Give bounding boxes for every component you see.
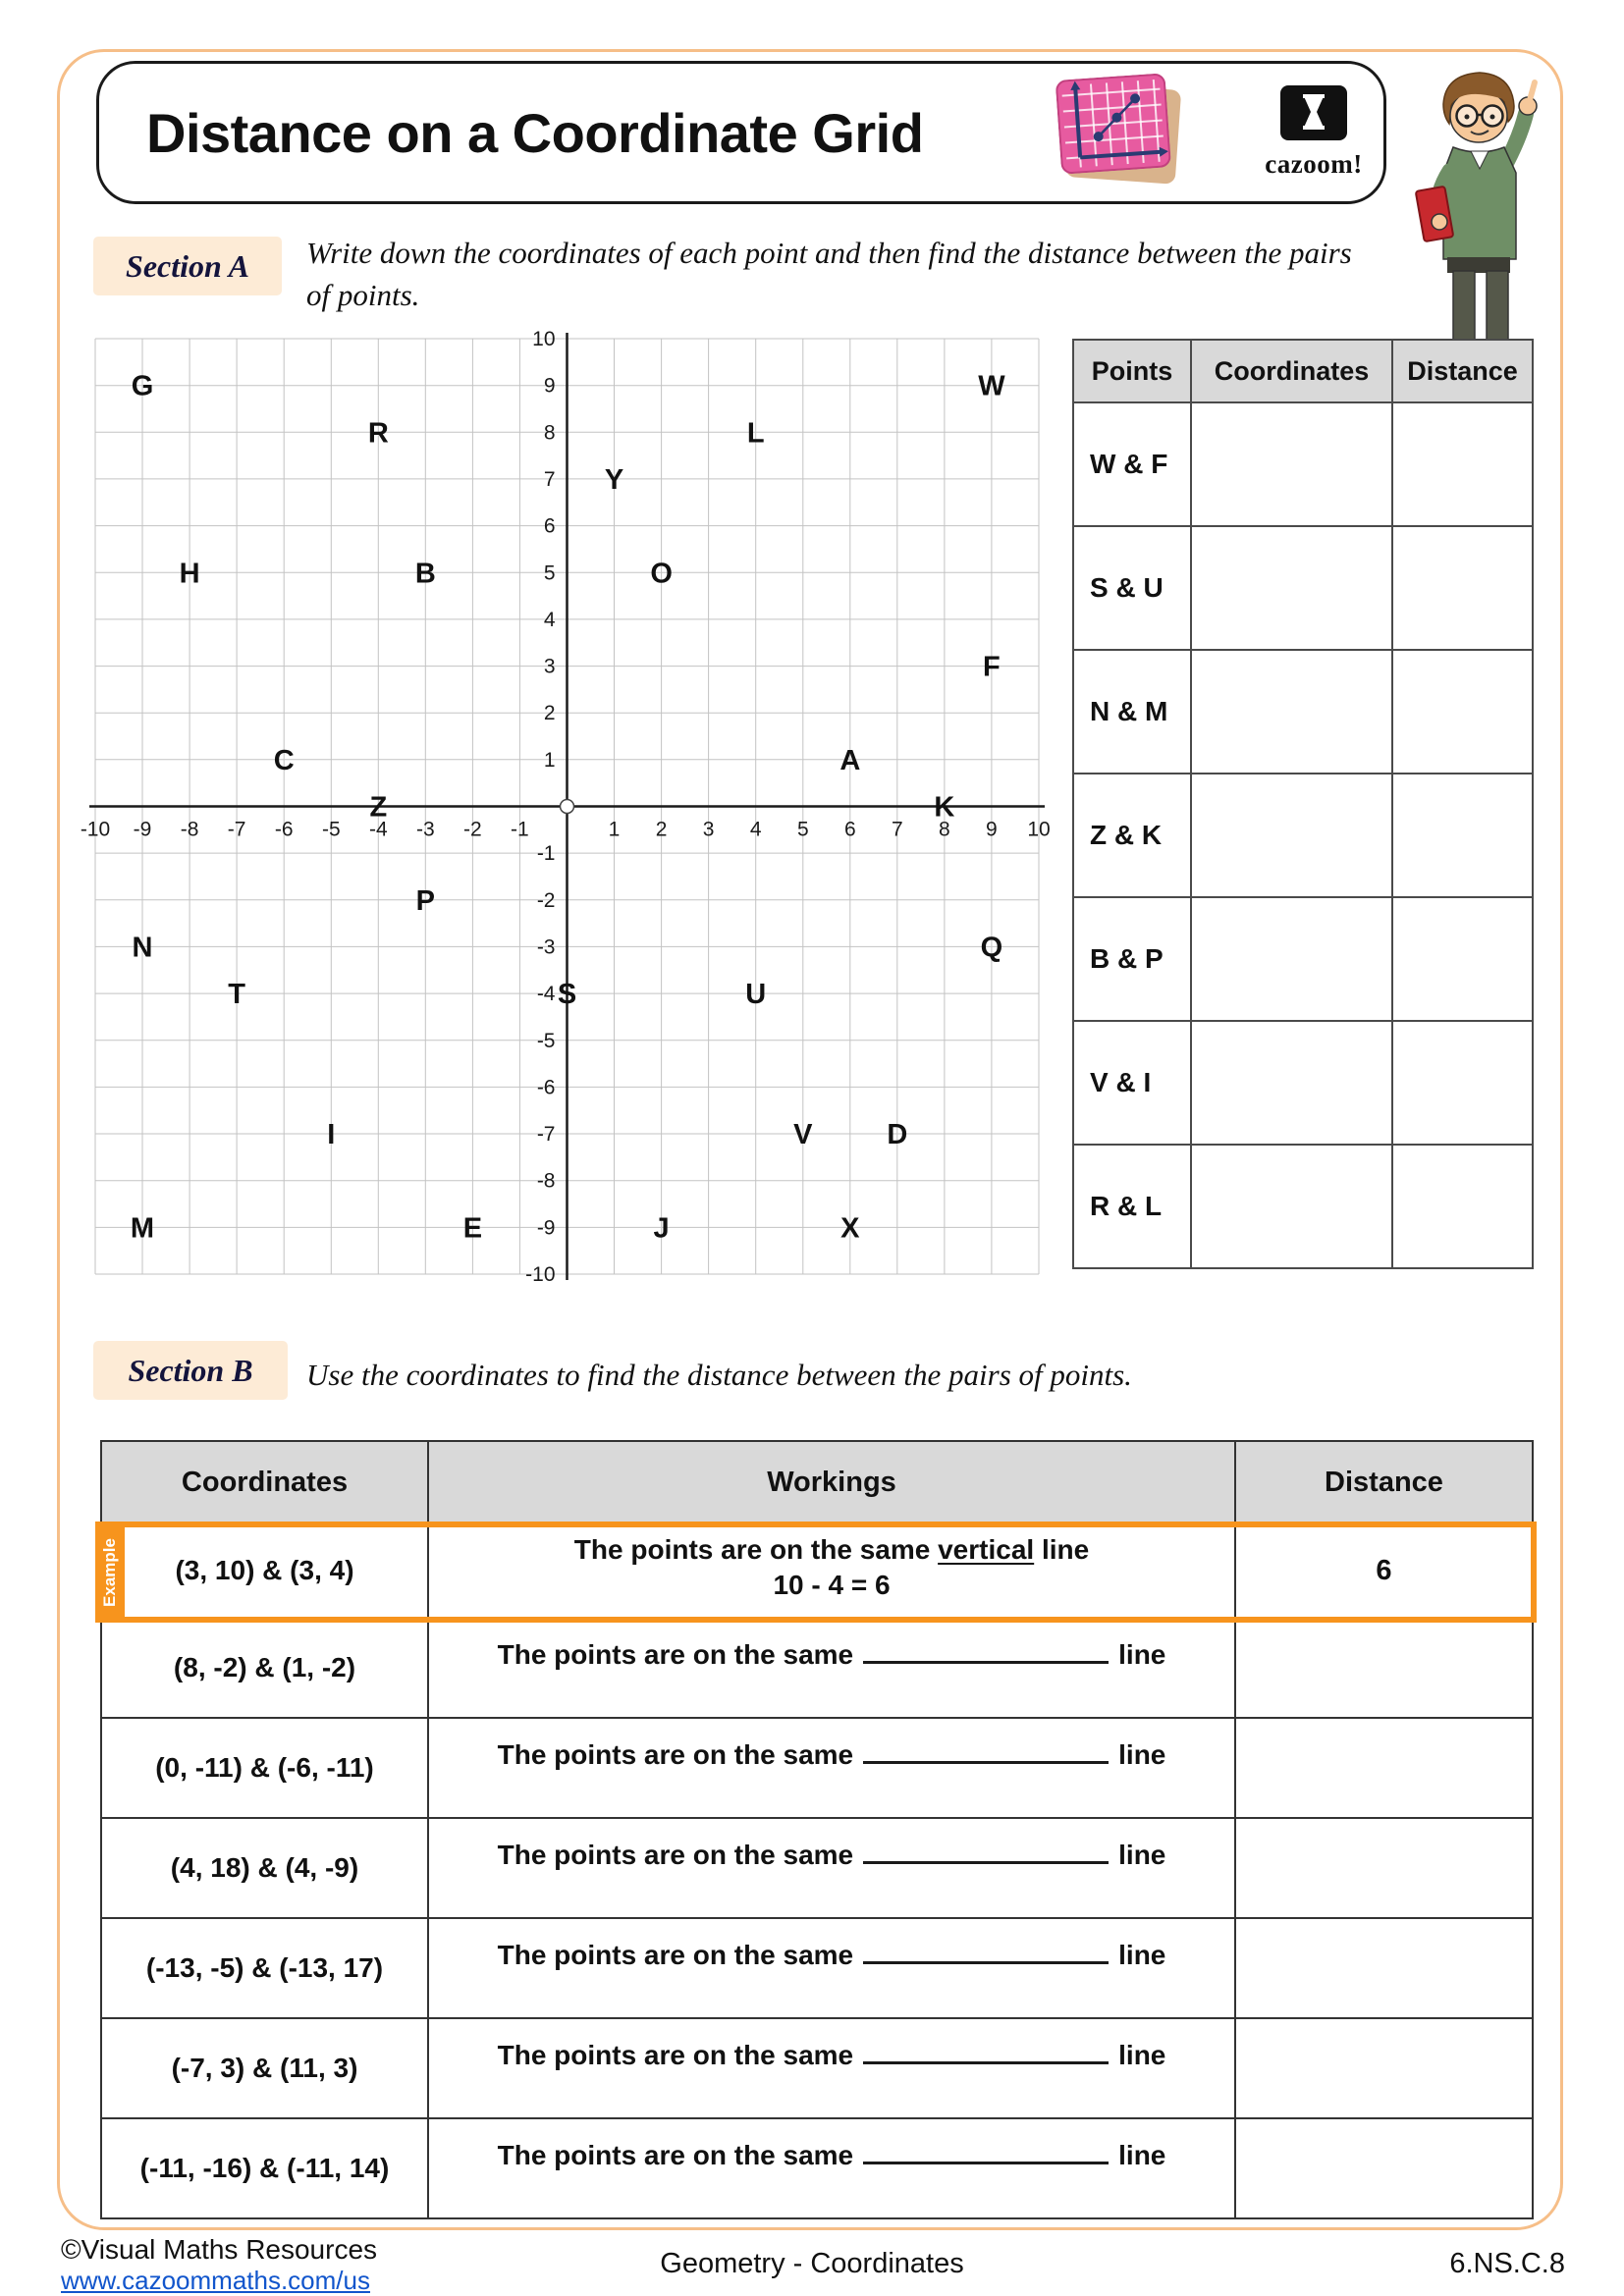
- svg-text:-10: -10: [525, 1263, 556, 1286]
- svg-text:7: 7: [891, 818, 903, 841]
- points-pair-label: V & I: [1073, 1021, 1191, 1145]
- table-row: [1073, 1021, 1533, 1145]
- table-a-header-coordinates: Coordinates: [1191, 340, 1392, 402]
- workings-cell: The points are on the same line: [428, 1918, 1235, 2018]
- table-row: [101, 2018, 1533, 2118]
- svg-text:F: F: [983, 651, 1001, 683]
- svg-text:4: 4: [543, 608, 556, 631]
- coordinates-cell: (0, -11) & (-6, -11): [101, 1718, 428, 1818]
- svg-text:N: N: [132, 932, 153, 964]
- section-a-table: [1072, 339, 1534, 1269]
- table-row: [1073, 774, 1533, 897]
- svg-text:K: K: [934, 791, 955, 824]
- table-b-header-distance: Distance: [1235, 1441, 1533, 1523]
- svg-text:6: 6: [543, 514, 556, 538]
- points-pair-label: R & L: [1073, 1145, 1191, 1268]
- example-tab: Example: [95, 1522, 125, 1623]
- workings-cell: The points are on the same line: [428, 1618, 1235, 1718]
- svg-text:O: O: [650, 558, 673, 590]
- coordinates-cell: (8, -2) & (1, -2): [101, 1618, 428, 1718]
- svg-text:V: V: [793, 1119, 813, 1150]
- table-a-header-row: [1073, 340, 1533, 402]
- table-row: [1073, 1145, 1533, 1268]
- footer-standard-code: 6.NS.C.8: [1449, 2248, 1565, 2279]
- distance-answer-cell: [1392, 1145, 1533, 1268]
- table-row: [1073, 897, 1533, 1021]
- header: [96, 61, 1386, 204]
- svg-text:X: X: [840, 1212, 860, 1245]
- workings-sentence: The points are on the same vertical line: [573, 1534, 1090, 1565]
- distance-answer-cell: [1392, 650, 1533, 774]
- coordinates-answer-cell: [1191, 1145, 1392, 1268]
- answer-blank: [863, 1835, 1109, 1864]
- section-b-table: [100, 1440, 1534, 2219]
- svg-text:10: 10: [532, 328, 556, 350]
- svg-text:M: M: [130, 1212, 155, 1245]
- svg-text:1: 1: [543, 748, 556, 772]
- table-row: [101, 1718, 1533, 1818]
- svg-text:5: 5: [543, 561, 556, 585]
- workings-calculation: 10 - 4 = 6: [773, 1570, 891, 1600]
- svg-text:J: J: [653, 1212, 670, 1245]
- svg-text:Q: Q: [980, 932, 1003, 964]
- distance-answer-cell: [1392, 774, 1533, 897]
- svg-text:6: 6: [843, 818, 856, 841]
- svg-text:-9: -9: [133, 818, 152, 841]
- svg-text:-7: -7: [227, 818, 246, 841]
- keyword-vertical: vertical: [938, 1534, 1035, 1565]
- workings-cell: The points are on the same line: [428, 2018, 1235, 2118]
- table-row: [1073, 650, 1533, 774]
- section-b-label: Section B: [93, 1341, 288, 1400]
- svg-text:-4: -4: [368, 818, 388, 841]
- coordinate-grid-icon: [1058, 77, 1182, 185]
- svg-text:Y: Y: [604, 463, 624, 496]
- table-b-header-workings: Workings: [428, 1441, 1235, 1523]
- coordinates-cell: (4, 18) & (4, -9): [101, 1818, 428, 1918]
- svg-text:-8: -8: [180, 818, 199, 841]
- svg-text:-2: -2: [536, 888, 556, 912]
- cazoom-logo: [1249, 84, 1379, 180]
- svg-text:L: L: [746, 417, 765, 450]
- cazoom-logo-icon: [1274, 84, 1353, 143]
- svg-text:H: H: [179, 558, 200, 590]
- example-row: [101, 1523, 1533, 1618]
- workings-cell: The points are on the same line: [428, 2118, 1235, 2218]
- svg-text:3: 3: [702, 818, 715, 841]
- coordinates-cell: (3, 10) & (3, 4): [101, 1523, 428, 1618]
- svg-text:5: 5: [796, 818, 809, 841]
- svg-text:-9: -9: [536, 1216, 556, 1240]
- svg-text:1: 1: [608, 818, 621, 841]
- table-row: [1073, 526, 1533, 650]
- svg-text:E: E: [462, 1212, 483, 1245]
- points-pair-label: Z & K: [1073, 774, 1191, 897]
- section-a-instruction: Write down the coordinates of each point and then find the distance between the pairs of points.: [306, 236, 1352, 313]
- section-b-instruction: Use the coordinates to find the distance between the pairs of points.: [306, 1358, 1132, 1392]
- coordinates-cell: (-13, -5) & (-13, 17): [101, 1918, 428, 2018]
- svg-text:-5: -5: [321, 818, 341, 841]
- coordinates-answer-cell: [1191, 650, 1392, 774]
- svg-text:8: 8: [543, 421, 556, 445]
- svg-text:-1: -1: [536, 842, 556, 866]
- coordinates-answer-cell: [1191, 897, 1392, 1021]
- coordinates-answer-cell: [1191, 402, 1392, 526]
- table-row: [101, 1918, 1533, 2018]
- svg-text:9: 9: [986, 818, 998, 841]
- graph-icon: [1056, 73, 1172, 180]
- svg-text:-1: -1: [511, 818, 529, 841]
- distance-cell: [1235, 1718, 1533, 1818]
- svg-text:-8: -8: [536, 1169, 556, 1193]
- distance-cell: 6: [1235, 1523, 1533, 1618]
- svg-text:-3: -3: [415, 818, 435, 841]
- distance-answer-cell: [1392, 526, 1533, 650]
- table-row: [1073, 402, 1533, 526]
- coordinate-grid: [56, 321, 1057, 1292]
- points-pair-label: N & M: [1073, 650, 1191, 774]
- answer-blank: [863, 2135, 1109, 2164]
- distance-cell: [1235, 2118, 1533, 2218]
- table-b-header-coordinates: Coordinates: [101, 1441, 428, 1523]
- svg-text:4: 4: [749, 818, 762, 841]
- svg-text:-4: -4: [536, 983, 556, 1006]
- table-row: [101, 1818, 1533, 1918]
- coordinates-answer-cell: [1191, 526, 1392, 650]
- coordinates-answer-cell: [1191, 1021, 1392, 1145]
- section-a-label: Section A: [93, 237, 282, 295]
- table-row: [101, 1618, 1533, 1718]
- table-row: [101, 2118, 1533, 2218]
- svg-text:-10: -10: [80, 818, 111, 841]
- page-title: Distance on a Coordinate Grid: [146, 101, 924, 164]
- distance-cell: [1235, 2018, 1533, 2118]
- cazoom-logo-text: cazoom!: [1265, 149, 1363, 179]
- svg-text:-5: -5: [536, 1029, 556, 1052]
- answer-blank: [863, 1735, 1109, 1764]
- svg-text:8: 8: [939, 818, 950, 841]
- svg-text:2: 2: [543, 702, 556, 725]
- points-pair-label: B & P: [1073, 897, 1191, 1021]
- table-a-header-distance: Distance: [1392, 340, 1533, 402]
- svg-text:7: 7: [543, 467, 556, 491]
- svg-text:U: U: [745, 979, 767, 1011]
- svg-text:-6: -6: [536, 1076, 556, 1099]
- section-b-table-container: [100, 1440, 1532, 2219]
- distance-cell: [1235, 1818, 1533, 1918]
- svg-text:2: 2: [655, 818, 668, 841]
- distance-answer-cell: [1392, 1021, 1533, 1145]
- svg-text:A: A: [839, 744, 861, 776]
- svg-text:9: 9: [543, 374, 556, 398]
- svg-text:D: D: [887, 1119, 908, 1150]
- points-pair-label: S & U: [1073, 526, 1191, 650]
- answer-blank: [863, 2035, 1109, 2064]
- workings-cell: The points are on the same line: [428, 1818, 1235, 1918]
- distance-cell: [1235, 1918, 1533, 2018]
- svg-text:3: 3: [543, 655, 556, 678]
- footer-website-link[interactable]: www.cazoommaths.com/us: [61, 2266, 370, 2295]
- answer-blank: [863, 1935, 1109, 1964]
- table-a-header-points: Points: [1073, 340, 1191, 402]
- coordinates-answer-cell: [1191, 774, 1392, 897]
- svg-text:G: G: [131, 370, 154, 402]
- svg-text:C: C: [273, 744, 295, 776]
- distance-answer-cell: [1392, 402, 1533, 526]
- distance-cell: [1235, 1618, 1533, 1718]
- table-b-header-row: [101, 1441, 1533, 1523]
- coordinates-cell: (-7, 3) & (11, 3): [101, 2018, 428, 2118]
- footer-topic: Geometry - Coordinates: [660, 2248, 964, 2279]
- points-pair-label: W & F: [1073, 402, 1191, 526]
- distance-answer-cell: [1392, 897, 1533, 1021]
- svg-text:Z: Z: [369, 791, 388, 824]
- workings-cell: [428, 1523, 1235, 1618]
- svg-text:S: S: [557, 979, 577, 1011]
- footer-copyright: ©Visual Maths Resources: [61, 2234, 378, 2265]
- svg-text:-6: -6: [274, 818, 294, 841]
- svg-text:W: W: [978, 370, 1005, 402]
- svg-text:-7: -7: [536, 1123, 556, 1146]
- svg-text:B: B: [414, 558, 436, 590]
- svg-text:T: T: [228, 979, 245, 1011]
- answer-blank: [863, 1634, 1109, 1664]
- svg-text:-3: -3: [536, 935, 556, 959]
- svg-text:R: R: [367, 417, 389, 450]
- svg-text:I: I: [327, 1119, 336, 1150]
- svg-text:10: 10: [1027, 818, 1051, 841]
- coordinates-cell: (-11, -16) & (-11, 14): [101, 2118, 428, 2218]
- svg-text:-2: -2: [463, 818, 482, 841]
- workings-cell: The points are on the same line: [428, 1718, 1235, 1818]
- svg-text:P: P: [415, 884, 435, 917]
